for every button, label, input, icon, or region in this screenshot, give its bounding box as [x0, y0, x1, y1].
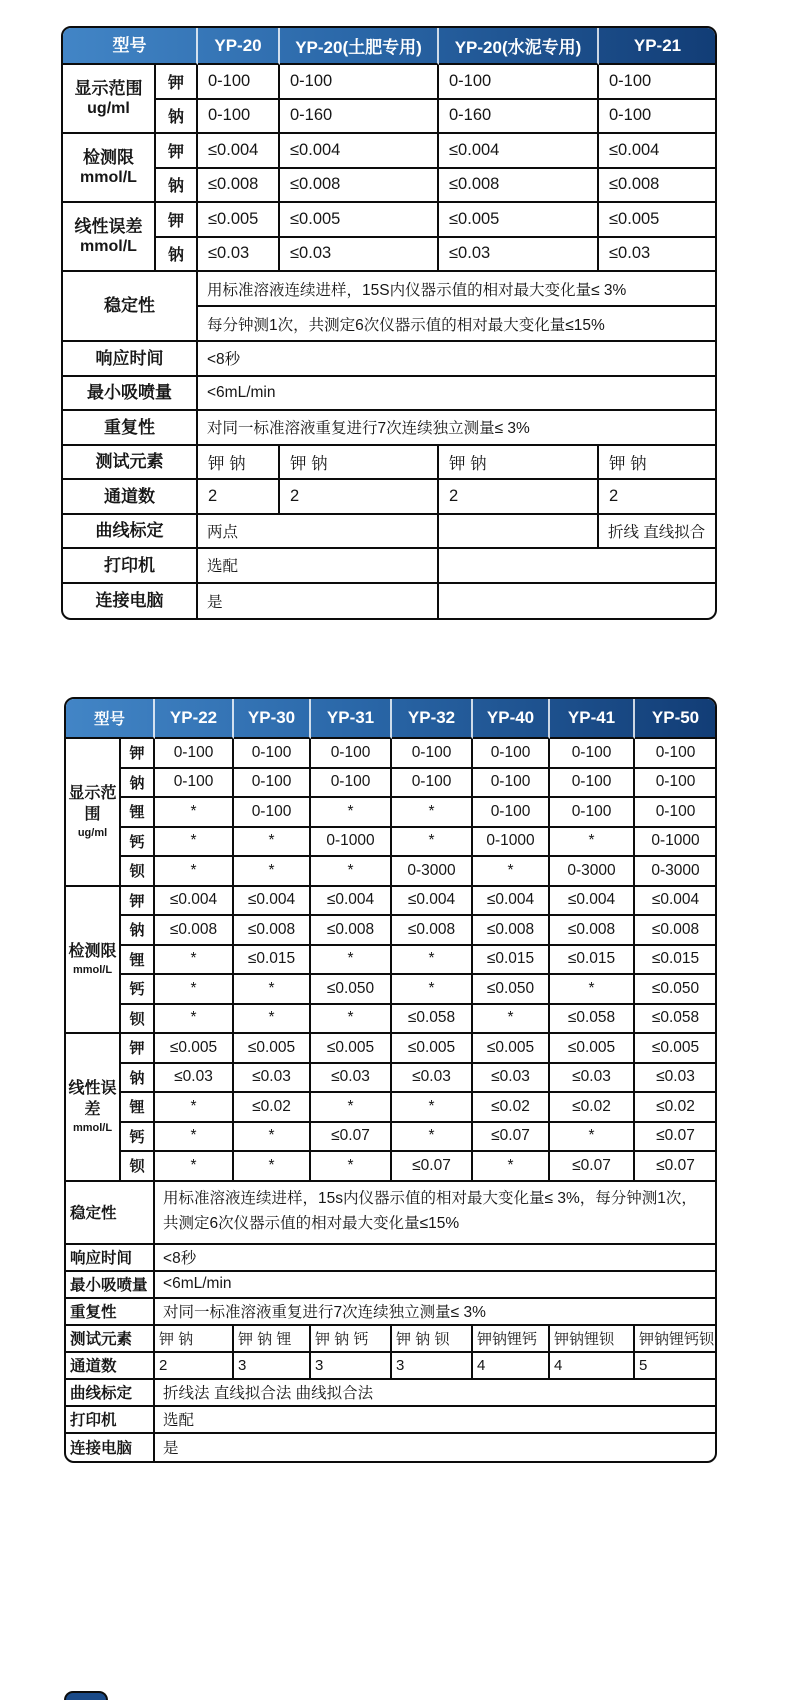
value-cell: * — [311, 946, 392, 976]
value-cell: * — [550, 828, 635, 858]
value-cell: <8秒 — [198, 342, 716, 377]
row-label: 打印机 — [63, 549, 198, 584]
spec-row — [66, 1064, 716, 1094]
value-cell: ≤0.005 — [599, 203, 716, 238]
value-cell: ≤0.008 — [311, 916, 392, 946]
spec-row — [63, 515, 716, 550]
value-cell: 2 — [198, 480, 280, 515]
value-cell: ≤0.02 — [550, 1093, 635, 1123]
model-column-header: YP-40 — [473, 699, 550, 739]
group-name: 线性误差 — [68, 1080, 117, 1119]
model-column-header: 型号 — [66, 699, 155, 739]
value-cell — [439, 584, 716, 619]
value-cell: 0-100 — [198, 65, 280, 100]
value-cell: 0-100 — [550, 798, 635, 828]
value-cell: ≤0.004 — [635, 887, 716, 917]
value-cell: * — [234, 1152, 311, 1182]
value-cell: ≤0.008 — [599, 169, 716, 204]
value-cell: 2 — [599, 480, 716, 515]
element-label: 锂 — [121, 798, 155, 828]
value-cell: <6mL/min — [155, 1272, 716, 1299]
value-cell: ≤0.008 — [550, 916, 635, 946]
model-column-header: YP-32 — [392, 699, 473, 739]
element-label: 钾 — [121, 739, 155, 769]
spec-row — [66, 916, 716, 946]
value-cell: ≤0.004 — [198, 134, 280, 169]
value-cell: 0-3000 — [550, 857, 635, 887]
spec-row — [66, 1034, 716, 1064]
value-cell: ≤0.008 — [439, 169, 599, 204]
element-label: 钙 — [121, 828, 155, 858]
spec-row — [66, 1005, 716, 1035]
row-group-label — [63, 134, 156, 203]
model-column-header: YP-50 — [635, 699, 716, 739]
value-cell: ≤0.015 — [473, 946, 550, 976]
spec-row — [66, 975, 716, 1005]
row-label: 稳定性 — [66, 1182, 155, 1245]
value-cell: ≤0.008 — [392, 916, 473, 946]
value-cell: 0-100 — [392, 739, 473, 769]
spec-row — [66, 828, 716, 858]
value-cell: * — [311, 1093, 392, 1123]
value-cell: ≤0.03 — [392, 1064, 473, 1094]
value-cell: 0-100 — [311, 769, 392, 799]
value-cell: 0-100 — [280, 65, 439, 100]
spec-table-2 — [66, 699, 716, 1461]
value-cell: 用标准溶液连续进样，15S内仪器示值的相对最大变化量≤ 3% — [198, 272, 716, 307]
value-cell: * — [155, 828, 234, 858]
row-group-label — [66, 887, 121, 1035]
spec-row — [63, 377, 716, 412]
spec-table-yp22-yp50-series — [64, 697, 717, 1463]
row-label: 最小吸喷量 — [66, 1272, 155, 1299]
spec-row — [63, 65, 716, 100]
value-cell: * — [473, 857, 550, 887]
value-cell: ≤0.004 — [599, 134, 716, 169]
value-cell: 每分钟测1次，共测定6次仪器示值的相对最大变化量≤15% — [198, 307, 716, 342]
value-cell: 0-100 — [599, 65, 716, 100]
value-cell: ≤0.008 — [234, 916, 311, 946]
value-cell: 0-100 — [234, 769, 311, 799]
model-column-header: YP-30 — [234, 699, 311, 739]
row-label: 重复性 — [63, 411, 198, 446]
value-cell: 折线 直线拟合 — [599, 515, 716, 550]
value-cell: ≤0.03 — [280, 238, 439, 273]
value-cell: 钾 钠 锂 — [234, 1326, 311, 1353]
value-cell: ≤0.03 — [635, 1064, 716, 1094]
element-label: 钠 — [156, 169, 198, 204]
spec-row — [63, 134, 716, 169]
value-cell: ≤0.03 — [439, 238, 599, 273]
value-cell: 0-100 — [635, 769, 716, 799]
value-cell: 4 — [473, 1353, 550, 1380]
value-cell: 0-3000 — [392, 857, 473, 887]
value-cell: ≤0.07 — [635, 1123, 716, 1153]
value-cell: 钾 钠 — [280, 446, 439, 481]
spec-row — [66, 739, 716, 769]
element-label: 钾 — [121, 887, 155, 917]
value-cell: 钾 钠 钡 — [392, 1326, 473, 1353]
value-cell: 0-100 — [155, 739, 234, 769]
group-name: 显示范围 — [68, 785, 117, 824]
value-cell: 两点 — [198, 515, 439, 550]
spec-row — [66, 1380, 716, 1407]
model-column-header: YP-20(水泥专用) — [439, 28, 599, 65]
row-group-label — [66, 739, 121, 887]
spec-row — [66, 1407, 716, 1434]
value-cell: ≤0.008 — [198, 169, 280, 204]
value-cell: ≤0.005 — [550, 1034, 635, 1064]
spec-row — [63, 100, 716, 135]
spec-row — [66, 946, 716, 976]
element-label: 钾 — [121, 1034, 155, 1064]
value-cell: * — [234, 828, 311, 858]
value-cell: ≤0.004 — [473, 887, 550, 917]
value-cell: * — [311, 1152, 392, 1182]
value-cell: * — [311, 798, 392, 828]
spec-row — [66, 1299, 716, 1326]
value-cell: ≤0.008 — [280, 169, 439, 204]
value-cell: * — [473, 1005, 550, 1035]
value-cell: 钾 钠 — [155, 1326, 234, 1353]
value-cell: ≤0.058 — [635, 1005, 716, 1035]
element-label: 锂 — [121, 1093, 155, 1123]
value-cell: ≤0.050 — [311, 975, 392, 1005]
value-cell: ≤0.03 — [311, 1064, 392, 1094]
value-cell: 对同一标准溶液重复进行7次连续独立测量≤ 3% — [155, 1299, 716, 1326]
value-cell: * — [155, 798, 234, 828]
row-label: 最小吸喷量 — [63, 377, 198, 412]
group-name: 检测限 — [68, 943, 117, 961]
value-cell: ≤0.005 — [234, 1034, 311, 1064]
value-cell: ≤0.07 — [392, 1152, 473, 1182]
value-cell: ≤0.07 — [311, 1123, 392, 1153]
element-label: 钙 — [121, 975, 155, 1005]
value-cell: 钾钠锂钙钡 — [635, 1326, 716, 1353]
row-group-label — [63, 203, 156, 272]
spec-row — [63, 411, 716, 446]
value-cell: * — [392, 975, 473, 1005]
spec-row — [63, 169, 716, 204]
value-cell: 0-100 — [392, 769, 473, 799]
value-cell: ≤0.03 — [599, 238, 716, 273]
value-cell: ≤0.005 — [311, 1034, 392, 1064]
spec-row — [66, 1353, 716, 1380]
value-cell: 2 — [439, 480, 599, 515]
row-label: 重复性 — [66, 1299, 155, 1326]
group-unit: ug/ml — [77, 827, 108, 840]
group-unit: ug/ml — [87, 100, 130, 118]
value-cell: ≤0.03 — [234, 1064, 311, 1094]
value-cell: 2 — [280, 480, 439, 515]
value-cell: * — [155, 1152, 234, 1182]
value-cell: 钾钠锂钙 — [473, 1326, 550, 1353]
element-label: 钡 — [121, 857, 155, 887]
value-cell: * — [550, 1123, 635, 1153]
value-cell: 0-160 — [280, 100, 439, 135]
value-cell: 是 — [198, 584, 439, 619]
value-cell: 0-100 — [550, 739, 635, 769]
model-column-header: YP-22 — [155, 699, 234, 739]
value-cell: * — [311, 857, 392, 887]
value-cell: ≤0.005 — [392, 1034, 473, 1064]
value-cell: ≤0.015 — [550, 946, 635, 976]
row-label: 曲线标定 — [66, 1380, 155, 1407]
value-cell: ≤0.005 — [280, 203, 439, 238]
value-cell: ≤0.02 — [234, 1093, 311, 1123]
group-unit: mmol/L — [80, 238, 137, 256]
spec-row — [66, 1245, 716, 1272]
value-cell: ≤0.008 — [155, 916, 234, 946]
row-label: 连接电脑 — [66, 1434, 155, 1461]
value-cell: ≤0.004 — [439, 134, 599, 169]
value-cell: 0-1000 — [311, 828, 392, 858]
spec-row — [63, 342, 716, 377]
group-name: 检测限 — [83, 147, 134, 167]
value-cell: 对同一标准溶液重复进行7次连续独立测量≤ 3% — [198, 411, 716, 446]
row-label: 测试元素 — [66, 1326, 155, 1353]
value-cell: * — [234, 1005, 311, 1035]
value-cell: 0-100 — [473, 769, 550, 799]
value-cell: * — [392, 798, 473, 828]
element-label: 钠 — [121, 1064, 155, 1094]
value-cell: 0-100 — [439, 65, 599, 100]
value-cell: ≤0.005 — [635, 1034, 716, 1064]
spec-table-yp20-series — [61, 26, 717, 620]
value-cell: ≤0.02 — [473, 1093, 550, 1123]
value-cell: ≤0.005 — [473, 1034, 550, 1064]
value-cell: ≤0.015 — [635, 946, 716, 976]
group-name: 显示范围 — [74, 78, 143, 98]
value-cell: * — [234, 857, 311, 887]
spec-table-1 — [63, 28, 716, 618]
value-cell: * — [392, 1123, 473, 1153]
group-unit: mmol/L — [72, 964, 113, 977]
model-column-header: YP-20 — [198, 28, 280, 65]
value-cell: 0-1000 — [473, 828, 550, 858]
value-cell: 选配 — [198, 549, 439, 584]
value-cell: 钾 钠 — [599, 446, 716, 481]
value-cell: 是 — [163, 1440, 179, 1457]
value-cell: 0-100 — [311, 739, 392, 769]
value-cell: * — [155, 1093, 234, 1123]
value-cell: ≤0.004 — [392, 887, 473, 917]
value-cell: * — [234, 975, 311, 1005]
value-cell: ≤0.004 — [234, 887, 311, 917]
value-cell: ≤0.058 — [392, 1005, 473, 1035]
value-cell: 4 — [550, 1353, 635, 1380]
element-label: 钾 — [156, 65, 198, 100]
value-cell: ≤0.004 — [280, 134, 439, 169]
spec-row — [66, 1434, 716, 1461]
element-label: 钠 — [156, 100, 198, 135]
value-cell: 0-100 — [155, 769, 234, 799]
value-cell: 折线法 直线拟合法 曲线拟合法 — [155, 1380, 716, 1407]
element-label: 钡 — [121, 1152, 155, 1182]
group-unit: mmol/L — [80, 169, 137, 187]
value-cell: 0-100 — [599, 100, 716, 135]
spec-row — [63, 272, 716, 307]
value-cell: 0-100 — [473, 739, 550, 769]
spec-row — [63, 584, 716, 619]
spec-row — [66, 769, 716, 799]
value-cell: 0-1000 — [635, 828, 716, 858]
model-header-row — [63, 28, 716, 65]
value-cell: 3 — [392, 1353, 473, 1380]
spec-row — [66, 1272, 716, 1299]
value-cell: 0-100 — [635, 798, 716, 828]
row-label: 响应时间 — [66, 1245, 155, 1272]
row-label: 通道数 — [66, 1353, 155, 1380]
value-cell: * — [473, 1152, 550, 1182]
value-cell: 0-160 — [439, 100, 599, 135]
value-cell: ≤0.050 — [635, 975, 716, 1005]
row-label: 响应时间 — [63, 342, 198, 377]
value-cell: ≤0.005 — [155, 1034, 234, 1064]
spec-row — [66, 1123, 716, 1153]
model-column-header: YP-41 — [550, 699, 635, 739]
spec-row — [63, 238, 716, 273]
element-label: 钠 — [121, 916, 155, 946]
row-label: 曲线标定 — [63, 515, 198, 550]
value-cell: * — [155, 857, 234, 887]
spec-row — [66, 887, 716, 917]
element-label: 钾 — [156, 203, 198, 238]
model-column-header: YP-31 — [311, 699, 392, 739]
value-cell: ≤0.004 — [155, 887, 234, 917]
group-unit: mmol/L — [72, 1122, 113, 1135]
row-label: 稳定性 — [63, 272, 198, 342]
value-cell: * — [155, 975, 234, 1005]
value-cell: * — [155, 1123, 234, 1153]
element-label: 钠 — [121, 769, 155, 799]
value-cell: 0-100 — [550, 769, 635, 799]
value-cell: <8秒 — [155, 1245, 716, 1272]
value-cell: 0-3000 — [635, 857, 716, 887]
value-cell: ≤0.03 — [155, 1064, 234, 1094]
value-cell: ≤0.004 — [550, 887, 635, 917]
value-cell: 用标准溶液连续进样，15s内仪器示值的相对最大变化量≤ 3%，每分钟测1次，共测定6次仪器示值的相对最大变化量≤15% — [155, 1182, 716, 1245]
spec-row — [66, 1152, 716, 1182]
value-cell: * — [392, 1093, 473, 1123]
value-cell: * — [155, 1005, 234, 1035]
spec-row — [66, 857, 716, 887]
row-label: 打印机 — [66, 1407, 155, 1434]
model-header-row — [66, 699, 716, 739]
value-cell: 钾 钠 — [198, 446, 280, 481]
value-cell: 选配 — [155, 1407, 716, 1434]
value-cell: * — [311, 1005, 392, 1035]
value-cell: <6mL/min — [198, 377, 716, 412]
value-cell — [439, 549, 716, 584]
value-cell: ≤0.03 — [473, 1064, 550, 1094]
value-cell: ≤0.07 — [635, 1152, 716, 1182]
value-cell: 0-100 — [198, 100, 280, 135]
value-cell — [439, 515, 599, 550]
spec-row — [63, 446, 716, 481]
model-column-header: YP-21 — [599, 28, 716, 65]
value-cell: 0-100 — [234, 798, 311, 828]
value-cell: * — [392, 946, 473, 976]
spec-row — [66, 1093, 716, 1123]
value-cell: * — [550, 975, 635, 1005]
value-cell: ≤0.004 — [311, 887, 392, 917]
model-column-header: 型号 — [63, 28, 198, 65]
element-label: 钾 — [156, 134, 198, 169]
row-label: 通道数 — [63, 480, 198, 515]
element-label: 锂 — [121, 946, 155, 976]
value-cell: 钾钠锂钡 — [550, 1326, 635, 1353]
model-column-header: YP-20(土肥专用) — [280, 28, 439, 65]
value-cell: 钾 钠 — [439, 446, 599, 481]
value-cell: ≤0.03 — [550, 1064, 635, 1094]
value-cell: ≤0.02 — [635, 1093, 716, 1123]
value-cell: ≤0.03 — [198, 238, 280, 273]
value-cell: 钾 钠 钙 — [311, 1326, 392, 1353]
row-group-label — [66, 1034, 121, 1182]
spec-row — [66, 1326, 716, 1353]
value-cell: ≤0.015 — [234, 946, 311, 976]
spec-row — [63, 480, 716, 515]
element-label: 钙 — [121, 1123, 155, 1153]
spec-row — [63, 203, 716, 238]
next-section-partial-edge — [64, 1691, 108, 1700]
row-label: 测试元素 — [63, 446, 198, 481]
value-cell: ≤0.008 — [635, 916, 716, 946]
value-cell: ≤0.07 — [550, 1152, 635, 1182]
row-label: 连接电脑 — [63, 584, 198, 619]
row-group-label — [63, 65, 156, 134]
value-cell: * — [155, 946, 234, 976]
spec-row — [63, 549, 716, 584]
value-cell: ≤0.005 — [198, 203, 280, 238]
value-cell: * — [234, 1123, 311, 1153]
value-cell: ≤0.050 — [473, 975, 550, 1005]
value-cell: 5 — [635, 1353, 716, 1380]
value-cell: 0-100 — [635, 739, 716, 769]
value-cell: ≤0.058 — [550, 1005, 635, 1035]
value-cell: 3 — [311, 1353, 392, 1380]
value-cell: 0-100 — [473, 798, 550, 828]
element-label: 钠 — [156, 238, 198, 273]
value-cell: ≤0.005 — [439, 203, 599, 238]
element-label: 钡 — [121, 1005, 155, 1035]
value-cell: ≤0.008 — [473, 916, 550, 946]
spec-row — [66, 798, 716, 828]
value-cell: 3 — [234, 1353, 311, 1380]
spec-row — [66, 1182, 716, 1245]
value-cell: 0-100 — [234, 739, 311, 769]
value-cell: ≤0.07 — [473, 1123, 550, 1153]
value-cell: * — [392, 828, 473, 858]
value-cell: 2 — [155, 1353, 234, 1380]
group-name: 线性误差 — [74, 216, 143, 236]
